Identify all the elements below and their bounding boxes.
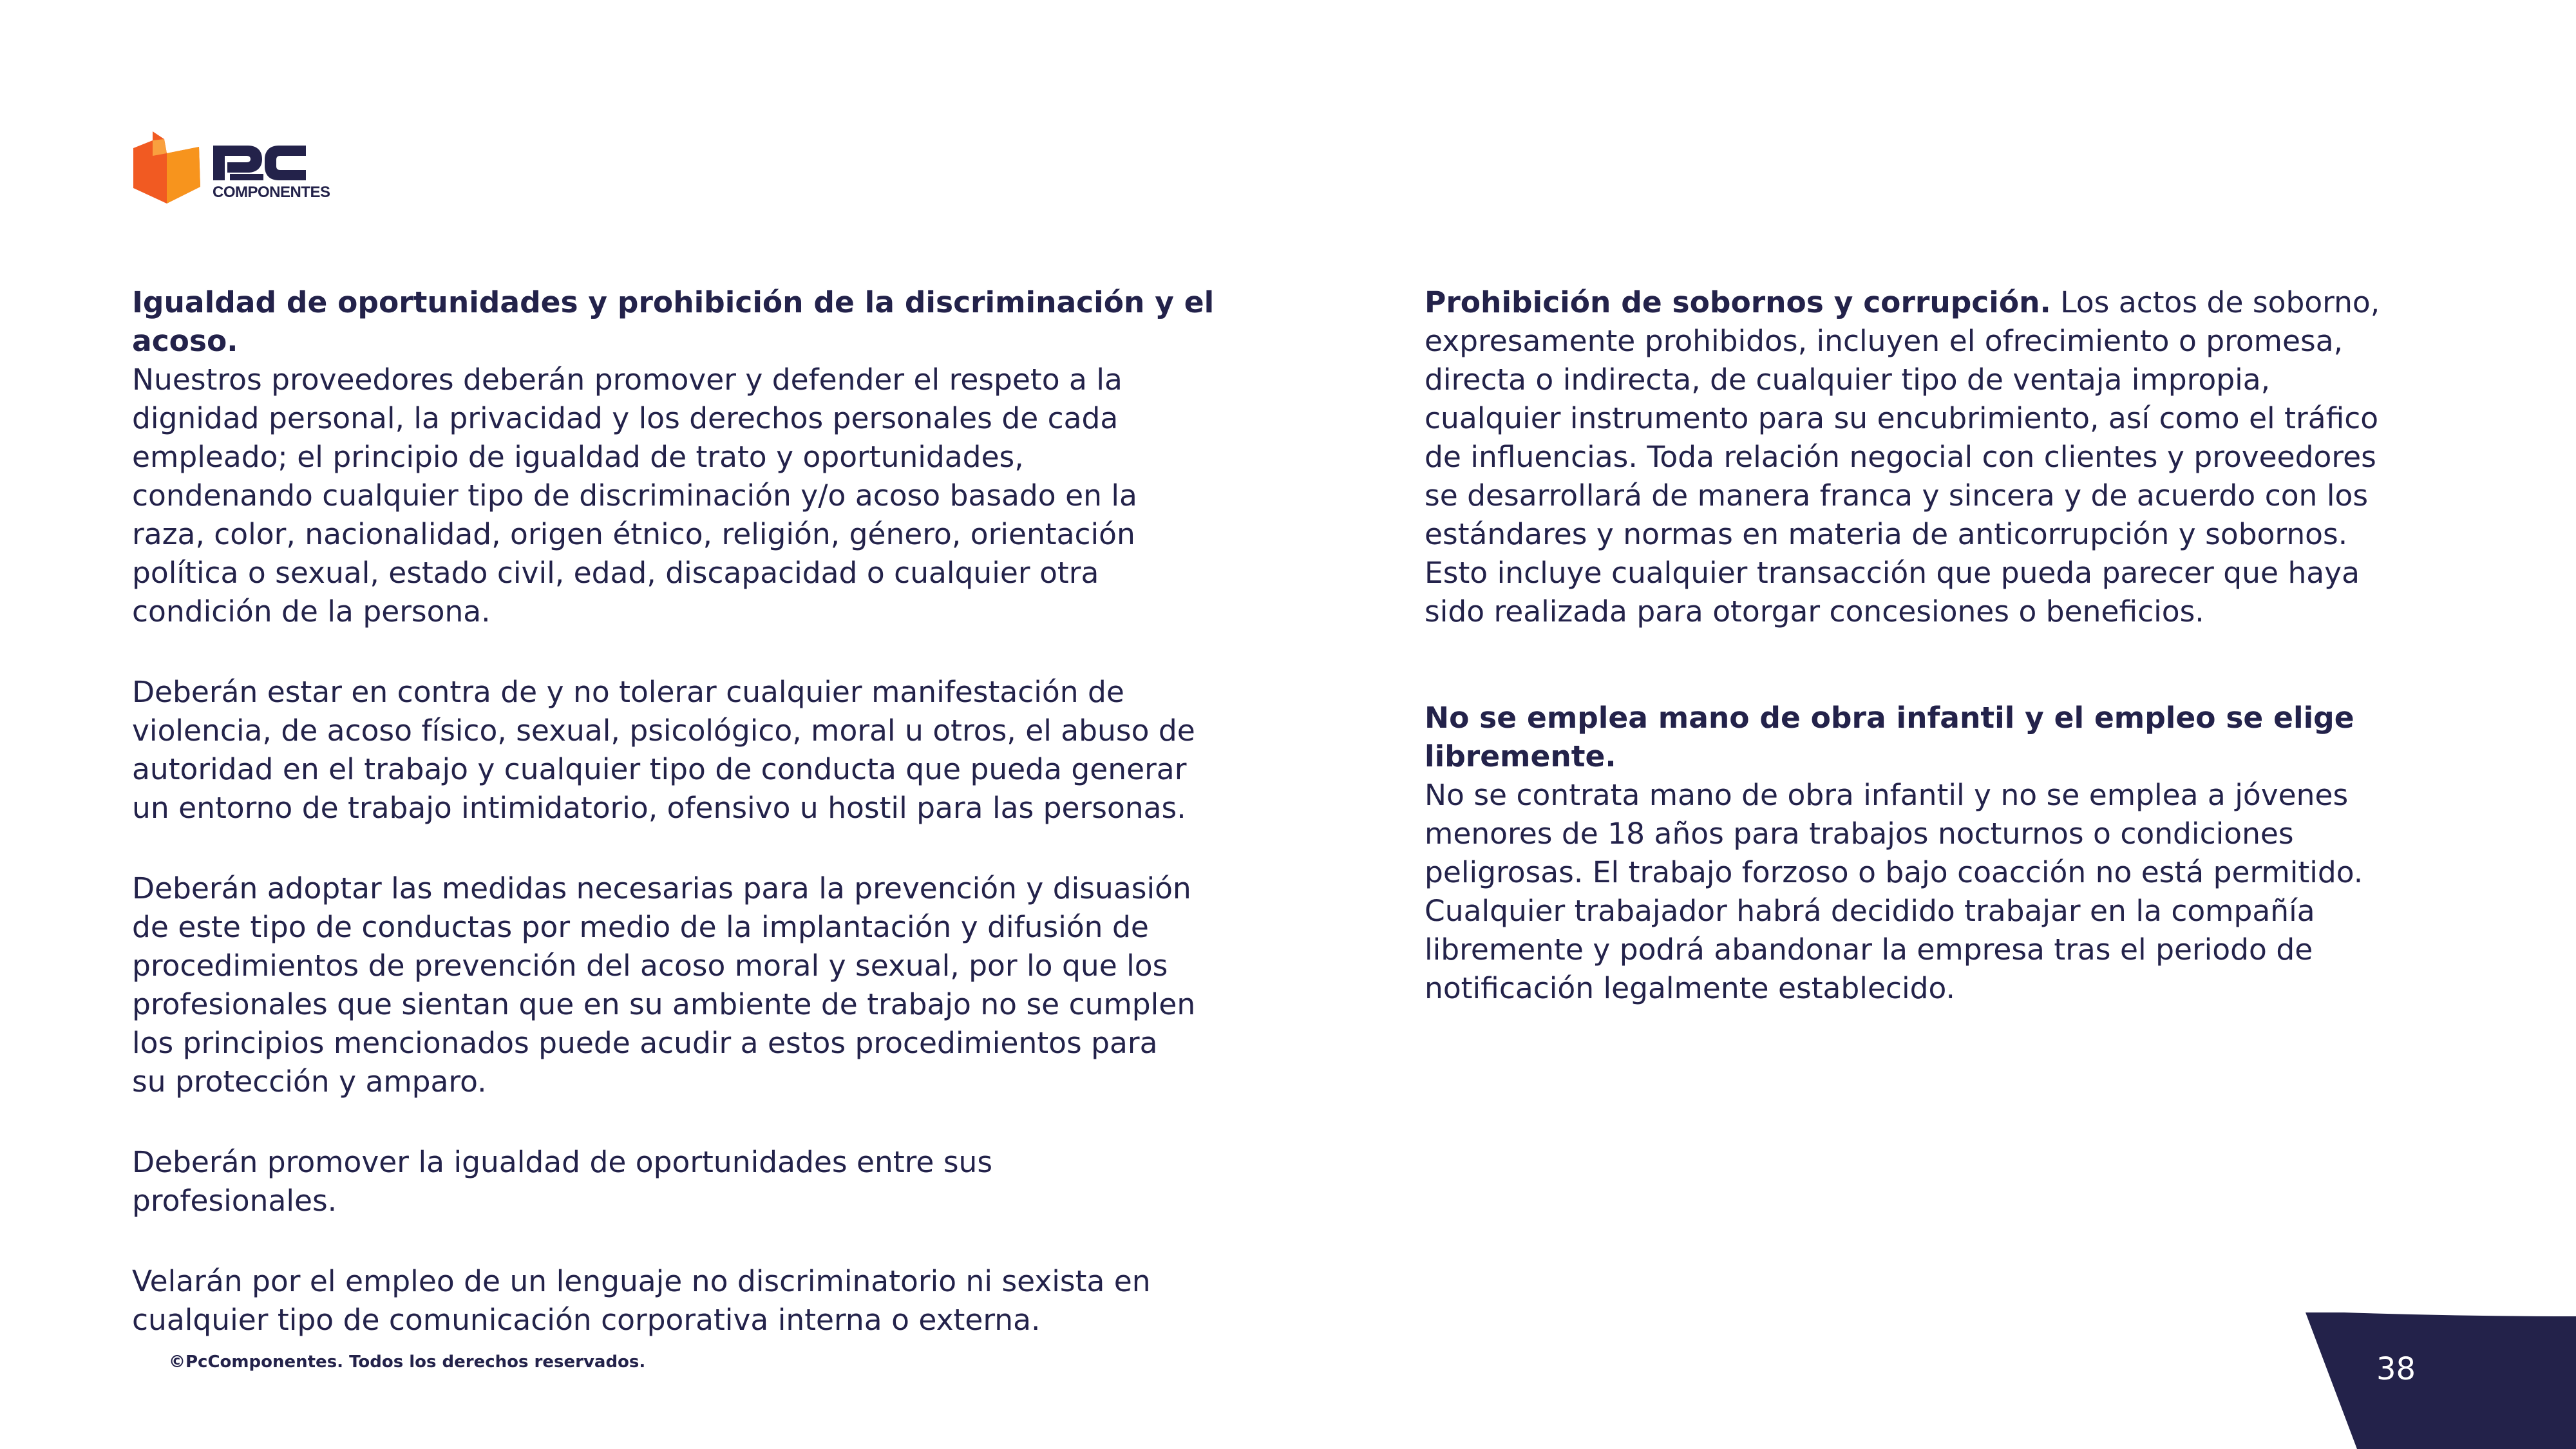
footer-copyright: ©PcComponentes. Todos los derechos reservados. [169, 1352, 646, 1372]
heading-bribery: Prohibición de sobornos y corrupción. [1425, 285, 2051, 319]
pccomponentes-logo [133, 131, 346, 204]
paragraph-prevention: Deberán adoptar las medidas necesarias para la prevención y disuasión de este tipo de conductas por medio de la implantación y difusión de procedimientos de prevención del acoso moral y sexual, por lo que los profesionales que sientan que en su ambiente de trabajo no se cumplen los principios mencionados puede acudir a estos procedimientos para su protección y amparo. [132, 871, 1196, 1099]
page-number-tab [2306, 1312, 2576, 1449]
right-column [1425, 283, 2455, 1008]
paragraph-bribery [1425, 283, 2455, 631]
paragraph-language: Velarán por el empleo de un lenguaje no discriminatorio ni sexista en cualquier tipo de comunicación corporativa interna o externa. [132, 1264, 1151, 1337]
paragraph-opportunities: Deberán promover la igualdad de oportunidades entre sus profesionales. [132, 1145, 993, 1218]
paragraph-child-labour [1425, 699, 2455, 1008]
page-number: 38 [2376, 1351, 2416, 1387]
body-equality: Nuestros proveedores deberán promover y defender el respeto a la dignidad personal, la privacidad y los derechos personales de cada empleado; el principio de igualdad de trato y oportunidades, condenando cualquier tipo de discriminación y/o acoso basado en la raza, color, nacionalidad, origen étnico, religión, género, orientación política o sexual, estado civil, edad, discapacidad o cualquier otra condición de la persona. [132, 363, 1137, 629]
paragraph-violence: Deberán estar en contra de y no tolerar cualquier manifestación de violencia, de acoso físico, sexual, psicológico, moral u otros, el abuso de autoridad en el trabajo y cualquier tipo de conducta que pueda generar un entorno de trabajo intimidatorio, ofensivo u hostil para las personas. [132, 675, 1195, 825]
left-column [132, 283, 1265, 1340]
logo-subtext: COMPONENTES [213, 184, 330, 201]
heading-child-labour: No se emplea mano de obra infantil y el empleo se elige libremente. [1425, 701, 2354, 773]
body-bribery: Los actos de soborno, expresamente prohibidos, incluyen el ofrecimiento o promesa, directa o indirecta, de cualquier tipo de ventaja impropia, cualquier instrumento para su encubrimiento, así como el tráfico de influencias. Toda relación negocial con clientes y proveedores se desarrollará de manera franca y sincera y de acuerdo con los estándares y normas en materia de anticorrupción y sobornos. Esto incluye cualquier transacción que pueda parecer que haya sido realizada para otorgar concesiones o beneficios. [1425, 285, 2380, 629]
body-child-labour: No se contrata mano de obra infantil y no se emplea a jóvenes menores de 18 años para trabajos nocturnos o condiciones peligrosas. El trabajo forzoso o bajo coacción no está permitido. Cualquier trabajador habrá decidido trabajar en la compañía libremente y podrá abandonar la empresa tras el periodo de notificación legalmente establecido. [1425, 778, 2363, 1005]
paragraph-equality [132, 283, 1265, 631]
heading-equality: Igualdad de oportunidades y prohibición de la discriminación y el acoso. [132, 285, 1215, 358]
